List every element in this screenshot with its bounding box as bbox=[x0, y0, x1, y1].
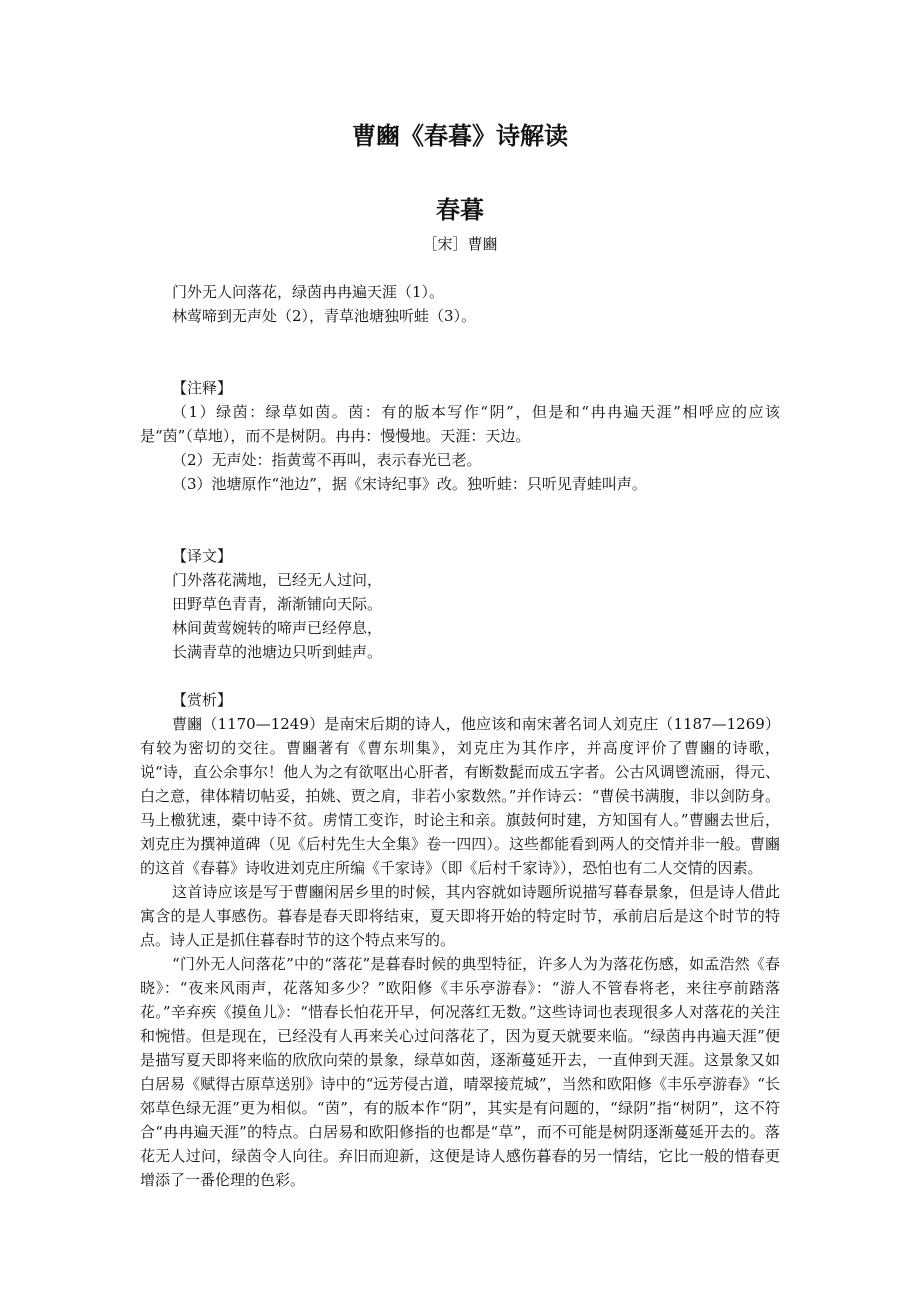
translation-line: 长满青草的池塘边只听到蛙声。 bbox=[172, 643, 383, 661]
note-item: （2）无声处：指黄莺不再叫，表示春光已老。 bbox=[172, 451, 482, 469]
appreciation-paragraph: “门外无人问落花”中的“落花”是暮春时候的典型特征，许多人为为落花伤感，如孟浩然《春晓》：“夜来风雨声，花落知多少？”欧阳修《丰乐亭游春》：“游人不管春将老，来往亭前踏落花。”辛弃疾《摸鱼儿》：“惜春长怕花开早，何况落红无数。”这些诗词也表现很多人对落花的关注和惋惜。但是现在，已经没有人再来关心过问落花了，因为夏天就要来临。“绿茵冉冉遍天涯”便是描写夏天即将来临的欣欣向荣的景象，绿草如茵，逐渐蔓延开去，一直伸到天涯。这景象又如白居易《赋得古原草送别》诗中的“远芳侵古道，晴翠接荒城”，当然和欧阳修《丰乐亭游春》“长郊草色绿无涯”更为相似。“茵”，有的版本作“阴”，其实是有问题的，“绿阴”指“树阴”，这不符合“冉冉遍天涯”的特点。白居易和欧阳修指的也都是“草”，而不可能是树阴逐渐蔓延开去的。落花无人过问，绿茵令人向往。弃旧而迎新，这便是诗人感伤暮春的另一情结，它比一般的惜春更增添了一番伦理的色彩。 bbox=[140, 955, 780, 1189]
translation-line: 田野草色青青，渐渐铺向天际。 bbox=[172, 595, 383, 613]
poem-author: ［宋］曹豳 bbox=[422, 235, 498, 253]
poem-line: 门外无人问落花，绿茵冉冉遍天涯（1）。 bbox=[172, 283, 445, 301]
poem-line: 林莺啼到无声处（2），青草池塘独听蛙（3）。 bbox=[172, 307, 477, 325]
translation-heading: 【译文】 bbox=[172, 547, 233, 565]
translation-line: 林间黄莺婉转的啼声已经停息， bbox=[172, 619, 383, 637]
appreciation-heading: 【赏析】 bbox=[172, 691, 233, 709]
note-item: （1）绿茵：绿草如茵。茵：有的版本写作“阴”，但是和“冉冉遍天涯”相呼应的应该是“茵”（草地），而不是树阴。冉冉：慢慢地。天涯：天边。 bbox=[140, 403, 780, 445]
notes-heading: 【注释】 bbox=[172, 379, 233, 397]
appreciation-paragraph: 这首诗应该是写于曹豳闲居乡里的时候，其内容就如诗题所说描写暮春景象，但是诗人借此寓含的是人事感伤。暮春是春天即将结束，夏天即将开始的特定时节，承前启后是这个时节的特点。诗人正是抓住暮春时节的这个特点来写的。 bbox=[140, 883, 780, 949]
note-item: （3）池塘原作“池边”，据《宋诗纪事》改。独听蛙：只听见青蛙叫声。 bbox=[172, 475, 647, 493]
poem-title: 春暮 bbox=[436, 195, 484, 224]
document-body bbox=[140, 280, 780, 1192]
translation-line: 门外落花满地，已经无人过问， bbox=[172, 571, 383, 589]
document-title: 曹豳《春暮》诗解读 bbox=[352, 121, 568, 150]
appreciation-paragraph: 曹豳（1170—1249）是南宋后期的诗人，他应该和南宋著名词人刘克庄（1187—1269）有较为密切的交往。曹豳著有《曹东圳集》，刘克庄为其作序，并高度评价了曹豳的诗歌，说“诗，直公余事尔！他人为之有欲呕出心肝者，有断数髭而成五字者。公古风调鬯流丽，得元、白之意，律体精切帖妥，拍姚、贾之肩，非若小家数然。”并作诗云：“曹侯书满腹，非以剑防身。马上檄犹速，橐中诗不贫。虏情工变诈，时论主和亲。旗鼓何时建，方知国有人。”曹豳去世后，刘克庄为撰神道碑（见《后村先生大全集》卷一四四）。这些都能看到两人的交情并非一般。曹豳的这首《春暮》诗收进刘克庄所编《千家诗》（即《后村千家诗》），恐怕也有二人交情的因素。 bbox=[140, 715, 780, 877]
